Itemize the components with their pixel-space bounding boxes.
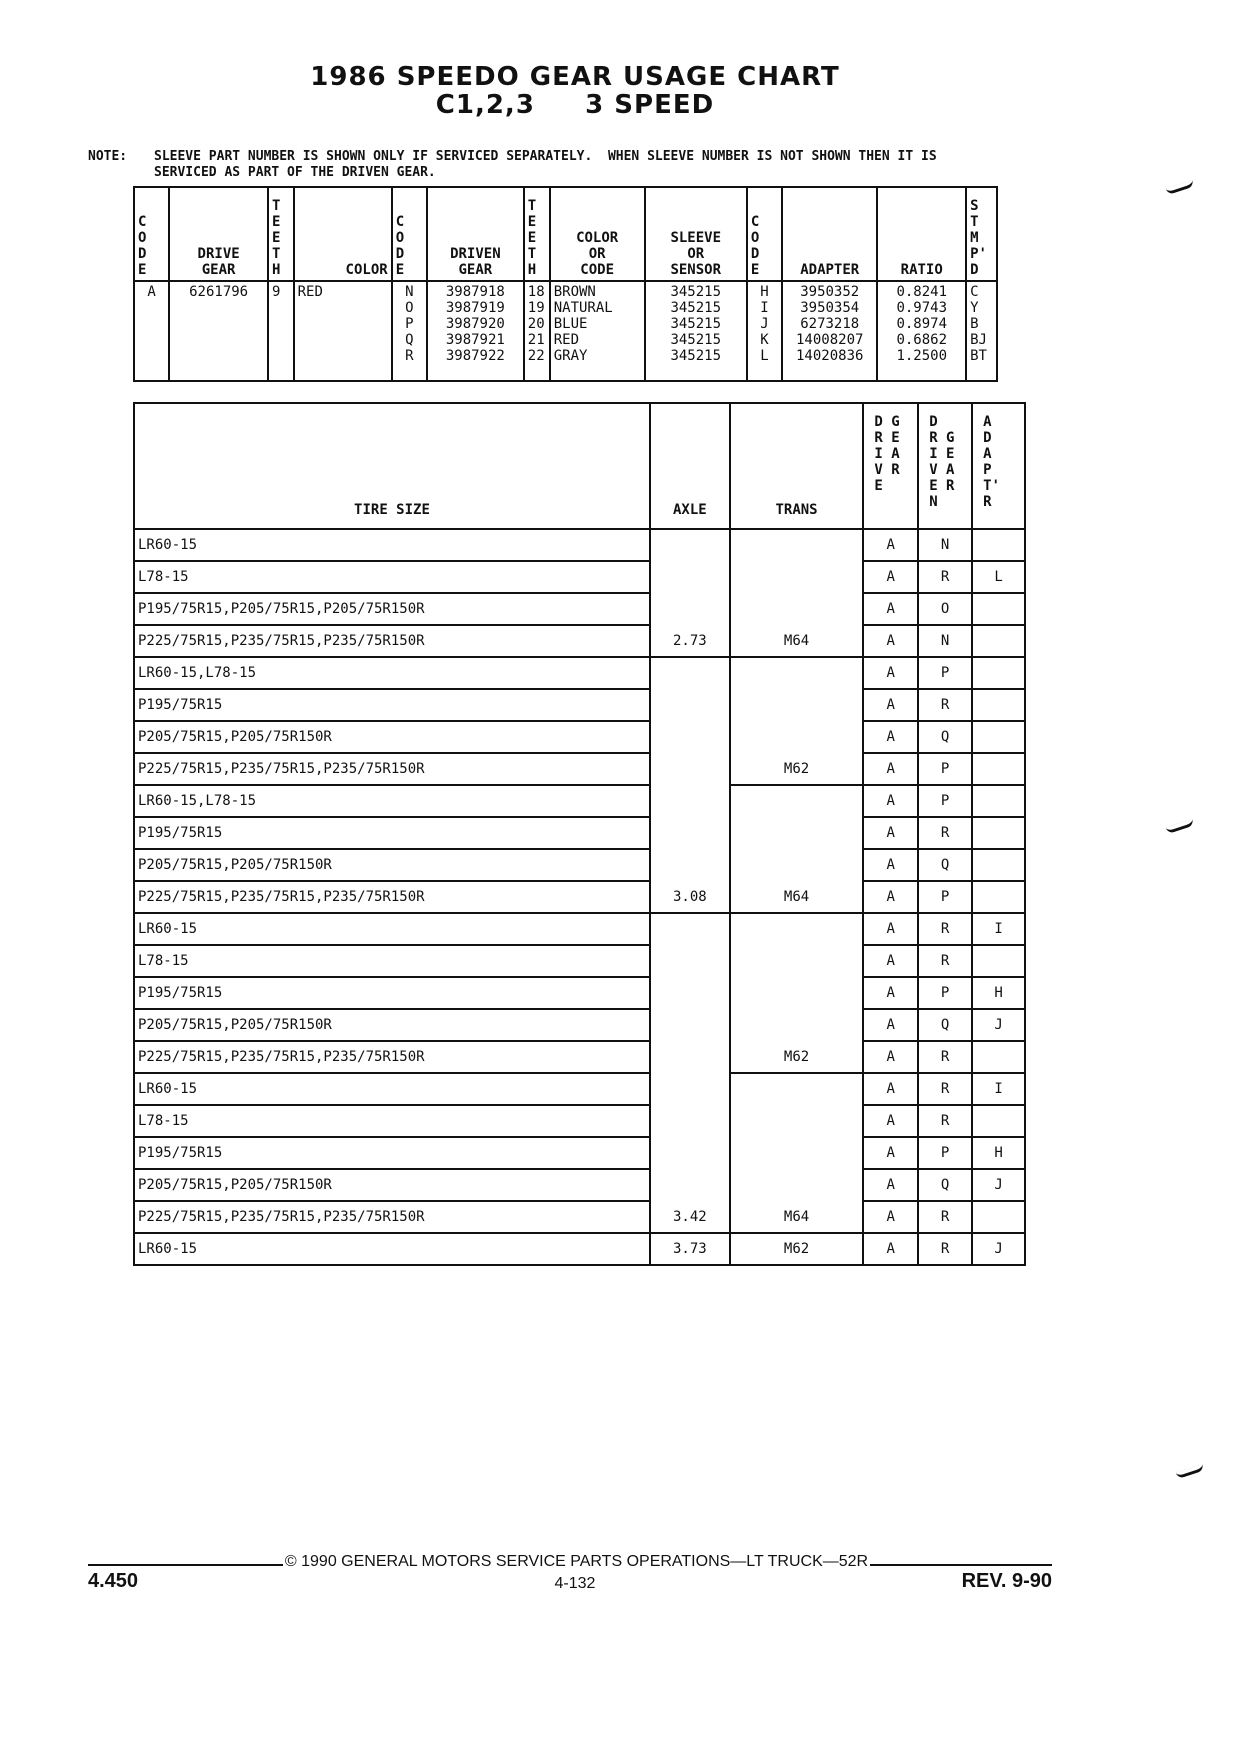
tire-size-cell: LR60-15,L78-15 <box>134 657 650 689</box>
table-row <box>134 529 1025 561</box>
tire-size-cell: LR60-15 <box>134 913 650 945</box>
tire-size-cell: P205/75R15,P205/75R150R <box>134 1169 650 1201</box>
axle-cell <box>650 945 730 977</box>
binder-hole-mark <box>1176 1464 1205 1479</box>
tire-size-cell: L78-15 <box>134 561 650 593</box>
tire-size-cell: L78-15 <box>134 1105 650 1137</box>
driven-gear-cell: R <box>918 561 972 593</box>
driven-gear-cell: R <box>918 689 972 721</box>
header-trans: TRANS <box>730 403 864 529</box>
driven-gear-cell: R <box>918 1041 972 1073</box>
drive-gear-cell: A <box>863 913 918 945</box>
tire-size-cell: P195/75R15 <box>134 689 650 721</box>
trans-cell: M64 <box>730 881 864 913</box>
adapter-cell <box>972 689 1025 721</box>
cell-driven-codes: N O P Q R <box>392 281 427 381</box>
axle-cell <box>650 593 730 625</box>
adapter-cell <box>972 753 1025 785</box>
drive-gear-cell: A <box>863 1137 918 1169</box>
axle-cell <box>650 753 730 785</box>
cell-driven-colors: BROWN NATURAL BLUE RED GRAY <box>550 281 645 381</box>
trans-cell: M62 <box>730 1041 864 1073</box>
axle-cell <box>650 561 730 593</box>
tire-table <box>133 402 1026 1266</box>
adapter-cell <box>972 945 1025 977</box>
header-code-adapter: C O D E <box>750 214 760 278</box>
header-adapter: ADAPTER <box>800 262 860 278</box>
axle-cell <box>650 913 730 945</box>
cell-adapters: 3950352 3950354 6273218 14008207 14020836 <box>782 281 877 381</box>
driven-gear-cell: O <box>918 593 972 625</box>
driven-gear-cell: R <box>918 913 972 945</box>
adapter-cell: I <box>972 1073 1025 1105</box>
tire-size-cell: P225/75R15,P235/75R15,P235/75R150R <box>134 753 650 785</box>
adapter-cell <box>972 849 1025 881</box>
header-code-driven: C O D E <box>395 214 405 278</box>
trans-cell <box>730 817 864 849</box>
drive-gear-cell: A <box>863 625 918 657</box>
axle-cell <box>650 977 730 1009</box>
adapter-cell: J <box>972 1233 1025 1265</box>
axle-cell <box>650 849 730 881</box>
table-row <box>134 1105 1025 1137</box>
drive-gear-cell: A <box>863 1073 918 1105</box>
adapter-cell <box>972 593 1025 625</box>
trans-cell <box>730 657 864 689</box>
tire-size-cell: LR60-15 <box>134 529 650 561</box>
trans-cell <box>730 721 864 753</box>
axle-cell: 2.73 <box>650 625 730 657</box>
adapter-cell: L <box>972 561 1025 593</box>
adapter-cell: H <box>972 977 1025 1009</box>
trans-cell <box>730 529 864 561</box>
table-row <box>134 1041 1025 1073</box>
tire-size-cell: P205/75R15,P205/75R150R <box>134 721 650 753</box>
table-row <box>134 593 1025 625</box>
cell-code: A <box>134 281 169 381</box>
adapter-cell <box>972 881 1025 913</box>
footer-page-center: 4-132 <box>554 1575 596 1592</box>
table-row <box>134 913 1025 945</box>
cell-stamped: C Y B BJ BT <box>966 281 997 381</box>
tire-size-cell: L78-15 <box>134 945 650 977</box>
table-row <box>134 977 1025 1009</box>
drive-gear-cell: A <box>863 945 918 977</box>
cell-sleeves: 345215 345215 345215 345215 345215 <box>645 281 747 381</box>
adapter-cell: I <box>972 913 1025 945</box>
drive-gear-cell: A <box>863 753 918 785</box>
driven-gear-cell: P <box>918 881 972 913</box>
drive-gear-cell: A <box>863 1041 918 1073</box>
axle-cell <box>650 1041 730 1073</box>
tire-size-cell: P225/75R15,P235/75R15,P235/75R150R <box>134 1041 650 1073</box>
header-teeth: T E E T H <box>271 198 281 278</box>
tire-size-cell: P195/75R15 <box>134 977 650 1009</box>
trans-cell <box>730 785 864 817</box>
adapter-cell <box>972 529 1025 561</box>
drive-gear-cell: A <box>863 1201 918 1233</box>
drive-gear-cell: A <box>863 593 918 625</box>
header-axle: AXLE <box>650 403 730 529</box>
axle-cell <box>650 817 730 849</box>
axle-cell: 3.42 <box>650 1201 730 1233</box>
adapter-cell <box>972 721 1025 753</box>
footer-copyright: © 1990 GENERAL MOTORS SERVICE PARTS OPERATIONS—LT TRUCK—52R <box>284 1553 869 1570</box>
header-ratio: RATIO <box>900 262 943 278</box>
trans-cell: M64 <box>730 1201 864 1233</box>
tire-size-cell: P195/75R15,P205/75R15,P205/75R150R <box>134 593 650 625</box>
cell-driven-gears: 3987918 3987919 3987920 3987921 3987922 <box>427 281 524 381</box>
trans-cell <box>730 689 864 721</box>
header-stamped: S T M P' D <box>970 198 987 278</box>
adapter-cell <box>972 657 1025 689</box>
tire-size-cell: LR60-15,L78-15 <box>134 785 650 817</box>
cell-adapter-codes: H I J K L <box>747 281 782 381</box>
table-row <box>134 1201 1025 1233</box>
trans-cell <box>730 1137 864 1169</box>
driven-gear-cell: R <box>918 1201 972 1233</box>
drive-gear-cell: A <box>863 721 918 753</box>
driven-gear-cell: P <box>918 977 972 1009</box>
driven-gear-cell: P <box>918 1137 972 1169</box>
driven-gear-cell: P <box>918 785 972 817</box>
footer-page-right: REV. 9-90 <box>961 1570 1052 1592</box>
table-row <box>134 785 1025 817</box>
cell-drive-gear: 6261796 <box>169 281 268 381</box>
adapter-cell <box>972 1041 1025 1073</box>
table-row <box>134 1169 1025 1201</box>
header-color-code: COLOR OR CODE <box>576 230 619 278</box>
trans-cell: M62 <box>730 753 864 785</box>
page-title: 1986 SPEEDO GEAR USAGE CHART <box>310 62 840 92</box>
drive-gear-cell: A <box>863 881 918 913</box>
drive-gear-cell: A <box>863 785 918 817</box>
drive-gear-cell: A <box>863 1233 918 1265</box>
header-driven-gear: DRIVEN GEAR <box>450 246 501 278</box>
table-row <box>134 1233 1025 1265</box>
drive-gear-cell: A <box>863 849 918 881</box>
driven-gear-cell: R <box>918 1105 972 1137</box>
axle-cell: 3.08 <box>650 881 730 913</box>
drive-gear-cell: A <box>863 1009 918 1041</box>
gear-table <box>133 186 998 382</box>
axle-cell: 3.73 <box>650 1233 730 1265</box>
trans-cell <box>730 1105 864 1137</box>
drive-gear-cell: A <box>863 977 918 1009</box>
table-row <box>134 625 1025 657</box>
driven-gear-cell: Q <box>918 849 972 881</box>
table-row <box>134 817 1025 849</box>
axle-cell <box>650 785 730 817</box>
cell-ratios: 0.8241 0.9743 0.8974 0.6862 1.2500 <box>877 281 966 381</box>
note-label: NOTE: <box>88 149 128 164</box>
trans-cell <box>730 1009 864 1041</box>
footer-page-left: 4.450 <box>88 1570 139 1592</box>
axle-cell <box>650 721 730 753</box>
header-teeth-driven: T E E T H <box>527 198 537 278</box>
trans-cell <box>730 977 864 1009</box>
drive-gear-cell: A <box>863 817 918 849</box>
driven-gear-cell: P <box>918 657 972 689</box>
cell-driven-teeth: 18 19 20 21 22 <box>524 281 550 381</box>
adapter-cell: J <box>972 1169 1025 1201</box>
trans-cell <box>730 945 864 977</box>
header-tire-size: TIRE SIZE <box>134 403 650 529</box>
header-driven-gear-code: D R G I E V A E R N <box>929 414 955 510</box>
drive-gear-cell: A <box>863 689 918 721</box>
tire-size-cell: P195/75R15 <box>134 817 650 849</box>
header-sleeve: SLEEVE OR SENSOR <box>670 230 722 278</box>
drive-gear-cell: A <box>863 529 918 561</box>
axle-cell <box>650 689 730 721</box>
trans-cell <box>730 913 864 945</box>
driven-gear-cell: N <box>918 625 972 657</box>
binder-hole-mark <box>1166 819 1195 834</box>
header-code: C O D E <box>138 214 147 278</box>
cell-teeth: 9 <box>268 281 294 381</box>
table-row <box>134 849 1025 881</box>
tire-size-cell: P205/75R15,P205/75R150R <box>134 1009 650 1041</box>
note-line-2: SERVICED AS PART OF THE DRIVEN GEAR. <box>154 165 436 180</box>
table-row <box>134 753 1025 785</box>
trans-cell <box>730 1073 864 1105</box>
adapter-cell <box>972 625 1025 657</box>
footer-rule-right <box>870 1564 1052 1566</box>
axle-cell <box>650 1137 730 1169</box>
trans-cell <box>730 849 864 881</box>
drive-gear-cell: A <box>863 561 918 593</box>
driven-gear-cell: R <box>918 1073 972 1105</box>
trans-cell: M64 <box>730 625 864 657</box>
axle-cell <box>650 1105 730 1137</box>
tire-size-cell: LR60-15 <box>134 1233 650 1265</box>
table-row <box>134 945 1025 977</box>
trans-cell <box>730 593 864 625</box>
table-row <box>134 689 1025 721</box>
adapter-cell: H <box>972 1137 1025 1169</box>
tire-size-cell: P225/75R15,P235/75R15,P235/75R150R <box>134 1201 650 1233</box>
tire-size-cell: P195/75R15 <box>134 1137 650 1169</box>
trans-cell: M62 <box>730 1233 864 1265</box>
cell-color: RED <box>294 281 392 381</box>
driven-gear-cell: Q <box>918 1169 972 1201</box>
header-drive-gear-code: D G R E I A V R E <box>874 414 900 494</box>
table-row <box>134 1137 1025 1169</box>
tire-size-cell: P205/75R15,P205/75R150R <box>134 849 650 881</box>
axle-cell <box>650 529 730 561</box>
table-row <box>134 657 1025 689</box>
page-subtitle: C1,2,3 3 SPEED <box>435 90 715 120</box>
driven-gear-cell: R <box>918 945 972 977</box>
trans-cell <box>730 1169 864 1201</box>
table-row <box>134 721 1025 753</box>
adapter-cell <box>972 817 1025 849</box>
table-row <box>134 561 1025 593</box>
axle-cell <box>650 1073 730 1105</box>
adapter-cell: J <box>972 1009 1025 1041</box>
drive-gear-cell: A <box>863 1105 918 1137</box>
axle-cell <box>650 1169 730 1201</box>
adapter-cell <box>972 1105 1025 1137</box>
binder-hole-mark <box>1166 180 1195 195</box>
tire-size-cell: LR60-15 <box>134 1073 650 1105</box>
axle-cell <box>650 657 730 689</box>
axle-cell <box>650 1009 730 1041</box>
header-adapter-code: A D A P T' R <box>983 414 1000 510</box>
driven-gear-cell: P <box>918 753 972 785</box>
tire-size-cell: P225/75R15,P235/75R15,P235/75R150R <box>134 625 650 657</box>
footer-rule-left <box>88 1564 283 1566</box>
driven-gear-cell: R <box>918 1233 972 1265</box>
trans-cell <box>730 561 864 593</box>
adapter-cell <box>972 1201 1025 1233</box>
table-row <box>134 881 1025 913</box>
driven-gear-cell: R <box>918 817 972 849</box>
adapter-cell <box>972 785 1025 817</box>
tire-size-cell: P225/75R15,P235/75R15,P235/75R150R <box>134 881 650 913</box>
note-line-1: SLEEVE PART NUMBER IS SHOWN ONLY IF SERVICED SEPARATELY. WHEN SLEEVE NUMBER IS NOT SHOWN THEN IT IS <box>154 149 937 164</box>
drive-gear-cell: A <box>863 1169 918 1201</box>
drive-gear-cell: A <box>863 657 918 689</box>
driven-gear-cell: Q <box>918 721 972 753</box>
driven-gear-cell: N <box>918 529 972 561</box>
table-row <box>134 1009 1025 1041</box>
header-drive-gear: DRIVE GEAR <box>197 246 240 278</box>
driven-gear-cell: Q <box>918 1009 972 1041</box>
table-row <box>134 1073 1025 1105</box>
header-color: COLOR <box>345 262 388 278</box>
